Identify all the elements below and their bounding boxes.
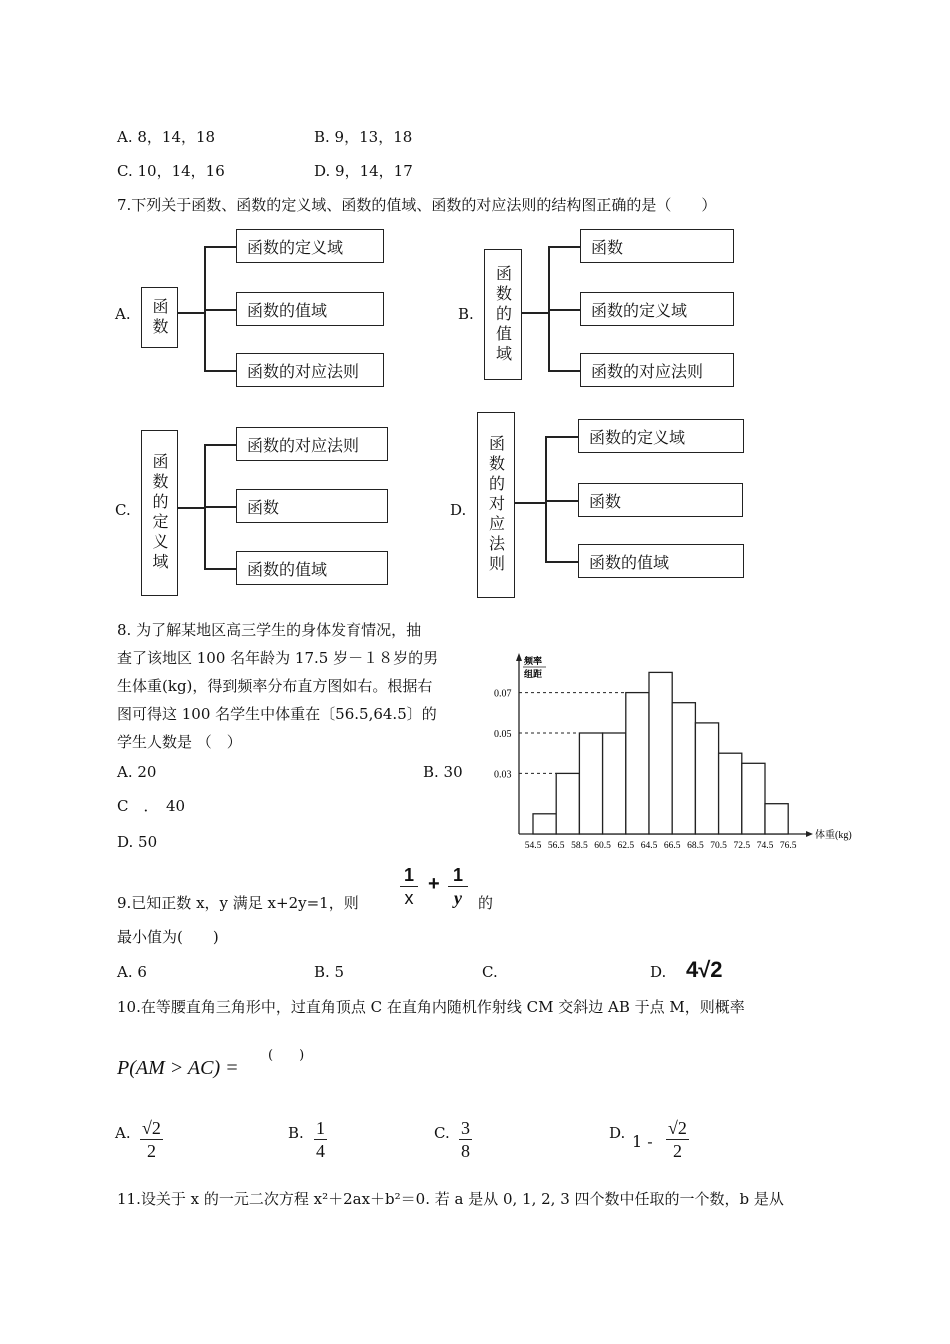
q9-fraction-1x — [400, 864, 418, 909]
q7-c-child-box: 函数的对应法则 — [236, 427, 388, 461]
connector — [522, 312, 548, 314]
x-label: 体重(kg) — [815, 830, 852, 841]
y-label-bottom: 组距 — [524, 669, 543, 679]
q9-stem-line2: 最小值为( ) — [117, 928, 219, 946]
q9-stem-tail: 的 — [478, 894, 494, 912]
q7-label-b: B. — [458, 305, 474, 323]
histogram-bar — [742, 763, 765, 834]
q6-option-c: C. 10，14，16 — [117, 162, 225, 180]
connector — [515, 502, 545, 504]
connector — [204, 444, 236, 446]
x-axis-arrow — [806, 831, 813, 837]
denominator: 2 — [146, 1141, 156, 1161]
q7-c-child-box: 函数 — [236, 489, 388, 523]
histogram-bar — [556, 773, 579, 834]
connector — [545, 436, 547, 561]
histogram-bar — [672, 703, 695, 834]
y-label-top: 频率 — [524, 656, 543, 666]
q9-option-a: A. 6 — [117, 963, 147, 981]
q6-option-d: D. 9，14，17 — [314, 162, 413, 180]
connector — [204, 246, 236, 248]
q7-d-child-box: 函数的值域 — [578, 544, 744, 578]
histogram-bar — [603, 733, 626, 834]
connector — [548, 246, 580, 248]
numerator: √2 — [142, 1118, 161, 1138]
connector — [178, 312, 204, 314]
denominator: 4 — [316, 1141, 325, 1161]
q8-stem-line: 学生人数是 （ ） — [117, 733, 242, 751]
q8-stem-line: 8. 为了解某地区高三学生的身体发育情况，抽 — [117, 621, 422, 639]
x-tick-label: 62.5 — [617, 841, 635, 851]
histogram-bar — [765, 804, 788, 834]
q10-option-d-label: D. — [609, 1124, 626, 1142]
q7-d-child-box: 函数的定义域 — [578, 419, 744, 453]
connector — [545, 561, 578, 563]
x-tick-label: 54.5 — [524, 841, 542, 851]
connector — [204, 370, 236, 372]
x-tick-label: 60.5 — [594, 841, 611, 851]
q9-option-d-expr: 4√2 — [686, 957, 723, 982]
q8-stem-line: 图可得这 100 名学生中体重在〔56.5,64.5〕的 — [117, 705, 437, 723]
numerator: 1 — [316, 1118, 325, 1138]
connector — [548, 370, 580, 372]
numerator: 3 — [461, 1118, 470, 1138]
connector — [204, 568, 236, 570]
q7-c-child-box: 函数的值域 — [236, 551, 388, 585]
q10-formula: P(AM > AC) = — [117, 1057, 239, 1079]
q9-fraction-1y — [448, 864, 468, 909]
y-tick-label: 0.05 — [494, 729, 512, 740]
histogram-bar — [649, 672, 672, 834]
q7-b-child-box: 函数的对应法则 — [580, 353, 734, 387]
q7-label-a: A. — [115, 305, 131, 323]
q10-option-c-label: C. — [434, 1124, 450, 1142]
x-tick-label: 66.5 — [663, 841, 681, 851]
q9-plus: + — [428, 873, 440, 895]
connector — [548, 246, 550, 370]
q8-option-b: B. 30 — [423, 763, 463, 781]
q10-option-d-value — [666, 1117, 689, 1162]
denominator: 2 — [672, 1141, 682, 1161]
q7-d-root-box: 函数的对应法则 — [477, 412, 515, 598]
q10-option-b-value — [314, 1117, 327, 1162]
numerator: 1 — [403, 865, 414, 885]
y-axis-arrow — [516, 653, 522, 661]
connector — [178, 507, 204, 509]
connector — [548, 309, 580, 311]
q9-option-c: C. — [482, 963, 498, 981]
q7-b-child-box: 函数 — [580, 229, 734, 263]
q10-option-a-label: A. — [115, 1124, 131, 1142]
q9-option-d: D. — [650, 963, 667, 981]
connector — [204, 309, 236, 311]
q8-option-c: C ． 40 — [117, 797, 186, 815]
q10-option-d-prefix: 1 - — [632, 1132, 653, 1151]
q8-option-d: D. 50 — [117, 833, 158, 851]
q10-stem: 10.在等腰直角三角形中，过直角顶点 C 在直角内随机作射线 CM 交斜边 AB 于点 M，则概率 — [117, 998, 745, 1016]
histogram-bar — [626, 693, 649, 834]
q7-a-root-box: 函数 — [141, 287, 178, 348]
x-tick-label: 64.5 — [640, 841, 658, 851]
q7-stem: 7.下列关于函数、函数的定义域、函数的值域、函数的对应法则的结构图正确的是（ ） — [117, 196, 717, 214]
connector — [545, 500, 578, 502]
x-tick-label: 76.5 — [779, 841, 797, 851]
histogram-bar — [533, 814, 556, 834]
connector — [204, 246, 206, 370]
y-tick-label: 0.07 — [494, 688, 512, 700]
x-tick-label: 72.5 — [733, 841, 751, 851]
q7-b-child-box: 函数的定义域 — [580, 292, 734, 326]
numerator: 1 — [452, 865, 463, 885]
x-tick-label: 74.5 — [756, 841, 774, 851]
q10-option-c-value — [459, 1117, 472, 1162]
weight-histogram — [480, 640, 870, 860]
denominator: y — [448, 886, 468, 909]
q7-b-root-box: 函数的值域 — [484, 249, 522, 380]
denominator: 8 — [461, 1141, 470, 1161]
numerator: √2 — [668, 1118, 687, 1138]
q11-stem: 11.设关于 x 的一元二次方程 x²＋2ax＋b²＝0. 若 a 是从 0, 1, 2, 3 四个数中任取的一个数，b 是从 — [117, 1190, 784, 1208]
y-tick-label: 0.03 — [494, 769, 512, 781]
x-tick-label: 56.5 — [547, 841, 565, 851]
q7-a-child-box: 函数的定义域 — [236, 229, 384, 263]
histogram-bar — [719, 753, 742, 834]
q7-a-child-box: 函数的对应法则 — [236, 353, 384, 387]
q7-a-child-box: 函数的值域 — [236, 292, 384, 326]
q6-option-b: B. 9，13，18 — [314, 128, 413, 146]
q9-option-b: B. 5 — [314, 963, 345, 981]
q10-option-a-value — [140, 1117, 163, 1162]
q10-option-b-label: B. — [288, 1124, 304, 1142]
q8-stem-line: 查了该地区 100 名年龄为 17.5 岁－１８岁的男 — [117, 649, 439, 667]
q7-label-c: C. — [115, 501, 131, 519]
q9-stem: 9.已知正数 x，y 满足 x+2y=1，则 — [117, 894, 359, 912]
q10-answer-paren: ( ) — [268, 1048, 305, 1063]
x-tick-label: 70.5 — [710, 841, 727, 851]
q8-stem-line: 生体重(kg)，得到频率分布直方图如右。根据右 — [117, 677, 433, 695]
x-tick-label: 68.5 — [687, 841, 704, 851]
q8-option-a: A. 20 — [117, 763, 157, 781]
histogram-bar — [695, 723, 718, 834]
x-tick-label: 58.5 — [571, 841, 588, 851]
q7-label-d: D. — [450, 501, 467, 519]
denominator: x — [400, 886, 418, 909]
connector — [204, 506, 236, 508]
connector — [545, 436, 578, 438]
q7-c-root-box: 函数的定义域 — [141, 430, 178, 596]
histogram-bar — [579, 733, 602, 834]
q7-d-child-box: 函数 — [578, 483, 743, 517]
q6-option-a: A. 8，14，18 — [117, 128, 216, 146]
